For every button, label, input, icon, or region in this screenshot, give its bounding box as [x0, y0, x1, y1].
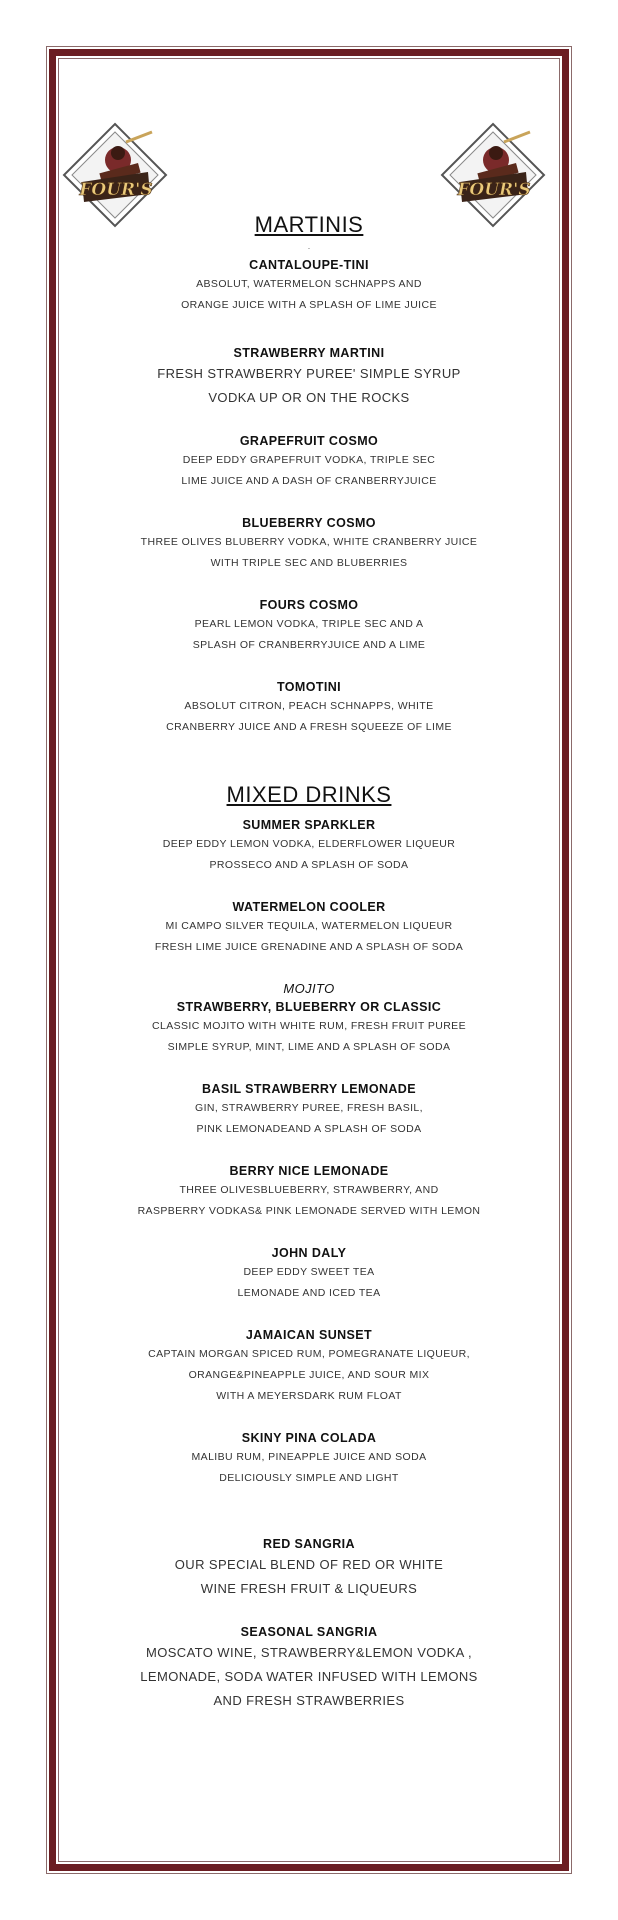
item-description-line: WITH A MEYERSDARK RUM FLOAT — [216, 1390, 402, 1402]
item-description-line: LIME JUICE AND A DASH OF CRANBERRYJUICE — [181, 475, 437, 487]
item-name: RED SANGRIA — [263, 1537, 355, 1551]
item-description-line: LEMONADE AND ICED TEA — [237, 1287, 381, 1299]
menu-item — [70, 1535, 548, 1601]
item-description-line: THREE OLIVES BLUBERRY VODKA, WHITE CRANBERRY JUICE — [140, 536, 478, 548]
item-name: CANTALOUPE-TINI — [249, 258, 369, 272]
menu-item — [70, 344, 548, 410]
item-name: BASIL STRAWBERRY LEMONADE — [202, 1082, 416, 1096]
item-description-line: FRESH LIME JUICE GRENADINE AND A SPLASH OF SODA — [154, 941, 464, 953]
item-description-line: ORANGE JUICE WITH A SPLASH OF LIME JUICE — [181, 299, 437, 311]
item-description-line: SPLASH OF CRANBERRYJUICE AND A LIME — [192, 639, 426, 651]
item-description-line: PINK LEMONADEAND A SPLASH OF SODA — [196, 1123, 422, 1135]
item-name: BERRY NICE LEMONADE — [229, 1164, 389, 1178]
menu-item — [70, 1080, 548, 1140]
item-name: SKINY PINA COLADA — [241, 1431, 377, 1445]
heading-dot: . — [307, 242, 311, 251]
item-description-line: ORANGE&PINEAPPLE JUICE, AND SOUR MIX — [188, 1369, 430, 1381]
item-description-line: CRANBERRY JUICE AND A FRESH SQUEEZE OF LIME — [166, 721, 452, 733]
item-name: JAMAICAN SUNSET — [245, 1328, 373, 1342]
item-description-line: OUR SPECIAL BLEND OF RED OR WHITE — [174, 1557, 444, 1572]
item-description-line: CLASSIC MOJITO WITH WHITE RUM, FRESH FRUIT PUREE — [152, 1020, 466, 1032]
item-name: WATERMELON COOLER — [232, 900, 386, 914]
item-description-line: PROSSECO AND A SPLASH OF SODA — [209, 859, 409, 871]
item-description-line: DEEP EDDY GRAPEFRUIT VODKA, TRIPLE SEC — [182, 454, 436, 466]
item-description-line: SIMPLE SYRUP, MINT, LIME AND A SPLASH OF SODA — [167, 1041, 451, 1053]
menu-item — [70, 1326, 548, 1407]
menu-content — [70, 210, 548, 1713]
menu-item — [70, 514, 548, 574]
item-description-line: CAPTAIN MORGAN SPICED RUM, POMEGRANATE LIQUEUR, — [148, 1348, 470, 1360]
item-description-line: DELICIOUSLY SIMPLE AND LIGHT — [219, 1472, 399, 1484]
item-description-line: DEEP EDDY LEMON VODKA, ELDERFLOWER LIQUEUR — [162, 838, 456, 850]
item-description-line: FRESH STRAWBERRY PUREE' SIMPLE SYRUP — [157, 366, 461, 381]
menu-item — [70, 256, 548, 316]
item-description-line: ABSOLUT, WATERMELON SCHNAPPS AND — [196, 278, 422, 290]
item-description-line: WINE FRESH FRUIT & LIQUEURS — [200, 1581, 418, 1596]
item-name: JOHN DALY — [271, 1246, 347, 1260]
item-name: TOMOTINI — [276, 680, 342, 694]
item-description-line: ABSOLUT CITRON, PEACH SCHNAPPS, WHITE — [184, 700, 434, 712]
item-description-line: THREE OLIVESBLUEBERRY, STRAWBERRY, AND — [179, 1184, 439, 1196]
menu-item — [70, 816, 548, 876]
item-name: SUMMER SPARKLER — [242, 818, 376, 832]
item-name: BLUEBERRY COSMO — [242, 516, 376, 530]
menu-item — [70, 1162, 548, 1222]
item-name: FOURS COSMO — [259, 598, 359, 612]
mixed-drinks-heading: MIXED DRINKS — [226, 782, 392, 807]
item-name: STRAWBERRY MARTINI — [233, 346, 385, 360]
item-description-line: MOSCATO WINE, STRAWBERRY&LEMON VODKA , — [145, 1645, 473, 1660]
menu-item — [70, 432, 548, 492]
menu-item — [70, 1244, 548, 1304]
menu-item — [70, 596, 548, 656]
item-name: STRAWBERRY, BLUEBERRY OR CLASSIC — [176, 1000, 442, 1014]
menu-item — [70, 678, 548, 738]
item-category: MOJITO — [283, 981, 335, 996]
item-description-line: MALIBU RUM, PINEAPPLE JUICE AND SODA — [191, 1451, 427, 1463]
menu-item — [70, 1623, 548, 1713]
menu-item — [70, 980, 548, 1058]
item-description-line: PEARL LEMON VODKA, TRIPLE SEC AND A — [194, 618, 424, 630]
logo-text: FOUR'S — [79, 180, 153, 200]
item-description-line: WITH TRIPLE SEC AND BLUBERRIES — [210, 557, 408, 569]
menu-item — [70, 898, 548, 958]
item-name: SEASONAL SANGRIA — [240, 1625, 378, 1639]
item-description-line: AND FRESH STRAWBERRIES — [213, 1693, 405, 1708]
item-description-line: RASPBERRY VODKAS& PINK LEMONADE SERVED WITH LEMON — [137, 1205, 481, 1217]
item-name: GRAPEFRUIT COSMO — [239, 434, 379, 448]
item-description-line: VODKA UP OR ON THE ROCKS — [208, 390, 410, 405]
item-description-line: MI CAMPO SILVER TEQUILA, WATERMELON LIQUEUR — [165, 920, 453, 932]
menu-item — [70, 1429, 548, 1489]
martinis-heading: MARTINIS — [254, 212, 364, 237]
item-description-line: GIN, STRAWBERRY PUREE, FRESH BASIL, — [195, 1102, 423, 1114]
logo-text: FOUR'S — [457, 180, 531, 200]
item-description-line: DEEP EDDY SWEET TEA — [243, 1266, 375, 1278]
item-description-line: LEMONADE, SODA WATER INFUSED WITH LEMONS — [140, 1669, 478, 1684]
